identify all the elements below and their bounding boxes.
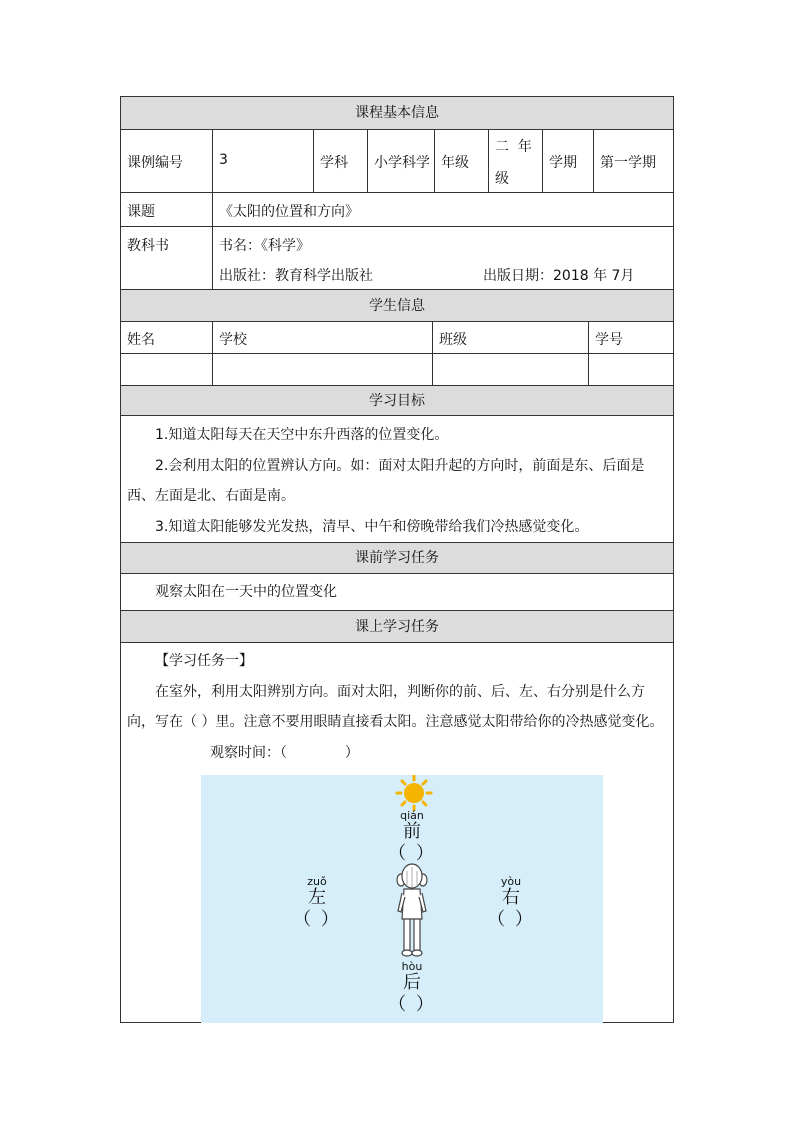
direction-left — [287, 876, 347, 932]
pre-task-text: 观察太阳在一天中的位置变化 — [155, 584, 337, 600]
right-pinyin: yòu — [500, 875, 522, 888]
student-values-row — [121, 353, 673, 385]
direction-front — [382, 810, 442, 866]
student-id-label: 学号 — [595, 332, 623, 348]
term-label: 学期 — [549, 155, 577, 171]
pre-task-header: 课前学习任务 — [121, 542, 673, 573]
textbook-row — [121, 226, 673, 289]
book-name: 书名：《科学》 — [219, 238, 310, 254]
left-pinyin: zuǒ — [307, 875, 327, 888]
grade-value-line2: 级 — [495, 171, 509, 187]
student-id-field[interactable] — [588, 354, 673, 385]
goal-item-3: 3.知道太阳能够发光发热，清早、中午和傍晚带给我们冷热感觉变化。 — [155, 519, 589, 535]
subject-value: 小学科学 — [374, 155, 430, 171]
task-instruction: 在室外，利用太阳辨别方向。面对太阳，判断你的前、后、左、右分别是什么方向，写在（ ）里。注意不要用眼睛直接看太阳。注意感觉太阳带给你的冷热感觉变化。 — [127, 684, 664, 730]
back-char: 后 — [403, 972, 421, 993]
grade-label: 年级 — [441, 155, 469, 171]
class-label: 班级 — [439, 332, 467, 348]
observe-time: 观察时间：（ ） — [210, 745, 359, 761]
case-no-value: 3 — [219, 152, 228, 168]
topic-label: 课题 — [127, 204, 155, 220]
direction-figure — [201, 775, 603, 1023]
grade-value-line1: 二 年 — [495, 139, 532, 155]
name-label: 姓名 — [127, 332, 155, 348]
name-field[interactable] — [121, 354, 212, 385]
right-char: 右 — [502, 887, 520, 908]
left-blank[interactable]: （ ） — [293, 909, 341, 930]
direction-right — [481, 876, 541, 932]
left-char: 左 — [308, 887, 326, 908]
goals-header: 学习目标 — [121, 385, 673, 415]
textbook-label: 教科书 — [127, 238, 169, 254]
goal-item-2: 2.会利用太阳的位置辨认方向。如：面对太阳升起的方向时，前面是东、后面是西、左面是北、右面是南。 — [127, 458, 645, 504]
goal-item-1: 1.知道太阳每天在天空中东升西落的位置变化。 — [155, 427, 449, 443]
case-no-label: 课例编号 — [127, 155, 183, 171]
topic-value: 《太阳的位置和方向》 — [219, 204, 359, 220]
school-field[interactable] — [212, 354, 432, 385]
student-info-header: 学生信息 — [121, 289, 673, 321]
sun-icon — [392, 775, 436, 811]
course-info-header: 课程基本信息 — [121, 97, 673, 129]
term-value: 第一学期 — [600, 155, 656, 171]
back-pinyin: hòu — [401, 960, 423, 973]
front-pinyin: qián — [400, 809, 424, 822]
topic-row — [121, 192, 673, 226]
pre-task-body — [121, 573, 673, 610]
direction-back — [382, 961, 442, 1017]
class-task-header: 课上学习任务 — [121, 610, 673, 642]
subject-label: 学科 — [320, 155, 348, 171]
task-one-title: 【学习任务一】 — [155, 653, 253, 669]
back-blank[interactable]: （ ） — [388, 994, 436, 1015]
school-label: 学校 — [219, 332, 247, 348]
front-char: 前 — [403, 821, 421, 842]
student-labels-row — [121, 321, 673, 353]
right-blank[interactable]: （ ） — [487, 909, 535, 930]
goals-body — [121, 415, 673, 542]
lesson-table — [120, 96, 674, 1023]
publisher: 出版社：教育科学出版社 — [219, 268, 373, 284]
child-icon — [394, 863, 430, 961]
front-blank[interactable]: （ ） — [388, 843, 436, 864]
publish-date: 出版日期：2018 年 7月 — [483, 268, 635, 284]
class-field[interactable] — [432, 354, 588, 385]
course-info-row — [121, 129, 673, 192]
